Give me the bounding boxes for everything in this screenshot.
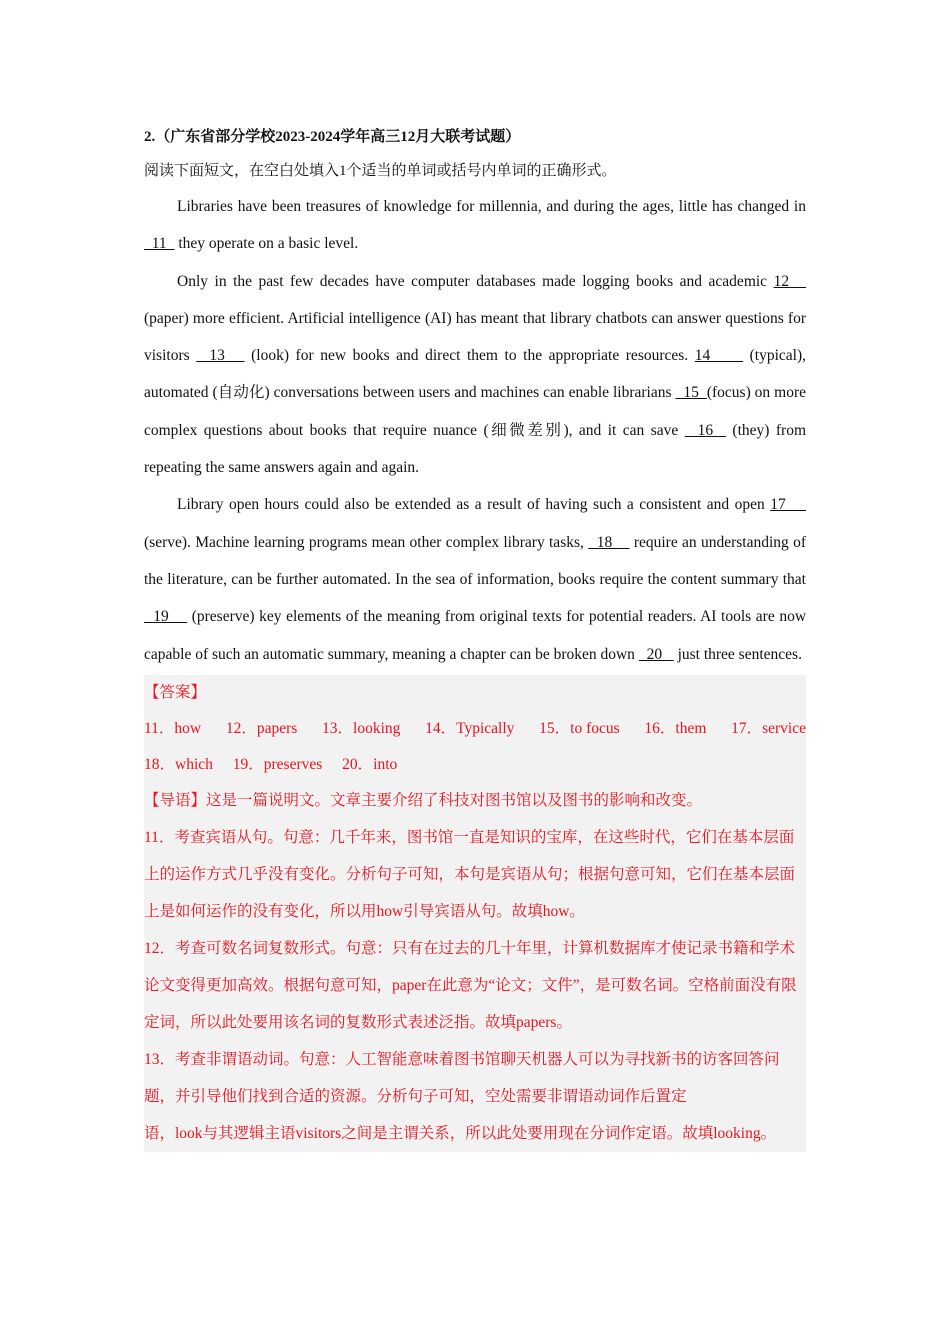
answer-item: 15．to focus xyxy=(539,719,620,737)
blank-13: 13 xyxy=(196,347,245,365)
passage-text: (serve). Machine learning programs mean other complex library tasks, xyxy=(144,533,589,551)
answer-item: 19．preserves xyxy=(232,755,323,773)
passage-text: Only in the past few decades have computer databases made logging books and academic xyxy=(177,272,774,290)
answer-item: 14．Typically xyxy=(425,719,515,737)
document-page xyxy=(144,120,806,1152)
answer-list-row-2 xyxy=(144,747,806,783)
passage-text: (they) from repeating the same answers again and again. xyxy=(144,421,806,477)
blank-14: 14 xyxy=(694,347,744,365)
passage-text: (paper) more efficient. Artificial intelligence (AI) has meant that library chatbots can answer questions for visitors xyxy=(144,309,806,365)
answer-item: 17．service xyxy=(731,719,806,737)
explanation-12: 12．考查可数名词复数形式。句意：只有在过去的几十年里，计算机数据库才使记录书籍和学术论文变得更加高效。根据句意可知，paper在此意为“论文；文件”，是可数名词。空格前面没有限定词，所以此处要用该名词的复数形式表述泛指。故填papers。 xyxy=(144,939,797,1031)
blank-11: 11 xyxy=(144,235,175,253)
answer-label: 【答案】 xyxy=(144,683,207,701)
passage-paragraph-2 xyxy=(144,263,806,487)
passage-text: (look) for new books and direct them to the appropriate resources. xyxy=(244,347,695,365)
passage-text: Libraries have been treasures of knowledge for millennia, and during the ages, little has changed in xyxy=(177,198,806,215)
answer-item: 16．them xyxy=(644,719,707,737)
passage-text: (focus) on more complex questions about books that require nuance (细微差别), and it can save xyxy=(144,384,806,439)
answer-item: 11．how xyxy=(144,719,202,737)
answer-item: 20．into xyxy=(342,755,398,773)
answer-list-row-1 xyxy=(144,711,806,747)
passage-text: (typical), automated (自动化) conversations between users and machines can enable librarians xyxy=(144,347,807,402)
question-title: 2.（广东省部分学校2023-2024学年高三12月大联考试题） xyxy=(144,129,521,145)
answer-item: 13．looking xyxy=(322,719,401,737)
answer-section xyxy=(144,675,806,1152)
passage-paragraph-1 xyxy=(144,188,806,263)
explanation-13-part-2: 语，look与其逻辑主语visitors之间是主谓关系，所以此处要用现在分词作定语。故填looking。 xyxy=(144,1124,777,1142)
passage-text: Library open hours could also be extended as a result of having such a consistent and open xyxy=(177,496,771,514)
blank-12: 12 xyxy=(773,272,807,290)
explanation-13-part-1: 13．考查非谓语动词。句意：人工智能意味着图书馆聊天机器人可以为寻找新书的访客回答问题，并引导他们找到合适的资源。分析句子可知，空处需要非谓语动词作后置定 xyxy=(144,1050,780,1105)
answer-item: 18．which xyxy=(144,755,213,773)
blank-20: 20 xyxy=(638,645,674,663)
guide-text: 【导语】这是一篇说明文。文章主要介绍了科技对图书馆以及图书的影响和改变。 xyxy=(144,791,703,809)
instruction: 阅读下面短文，在空白处填入1个适当的单词或括号内单词的正确形式。 xyxy=(144,163,617,179)
blank-15: 15 xyxy=(675,384,707,402)
passage-text: (preserve) key elements of the meaning from original texts for potential readers. AI tools are now capable of such an automatic summary, meaning a chapter can be broken down xyxy=(144,608,807,663)
explanation-13 xyxy=(144,1041,806,1152)
blank-16: 16 xyxy=(684,421,726,439)
answer-item: 12．papers xyxy=(225,719,298,737)
passage-text: require an understanding of the literature, can be further automated. In the sea of information, books require the content summary that xyxy=(144,533,807,588)
passage-paragraph-3 xyxy=(144,486,806,672)
explanation-11: 11．考查宾语从句。句意：几千年来，图书馆一直是知识的宝库，在这些时代，它们在基本层面上的运作方式几乎没有变化。分析句子可知，本句是宾语从句；根据句意可知，它们在基本层面上是如何运作的没有变化，所以用how引导宾语从句。故填how。 xyxy=(144,828,796,920)
blank-18: 18 xyxy=(588,533,630,551)
blank-19: 19 xyxy=(144,608,188,626)
blank-17: 17 xyxy=(770,496,806,514)
passage-text: they operate on a basic level. xyxy=(174,235,359,253)
passage-text: just three sentences. xyxy=(673,645,802,663)
